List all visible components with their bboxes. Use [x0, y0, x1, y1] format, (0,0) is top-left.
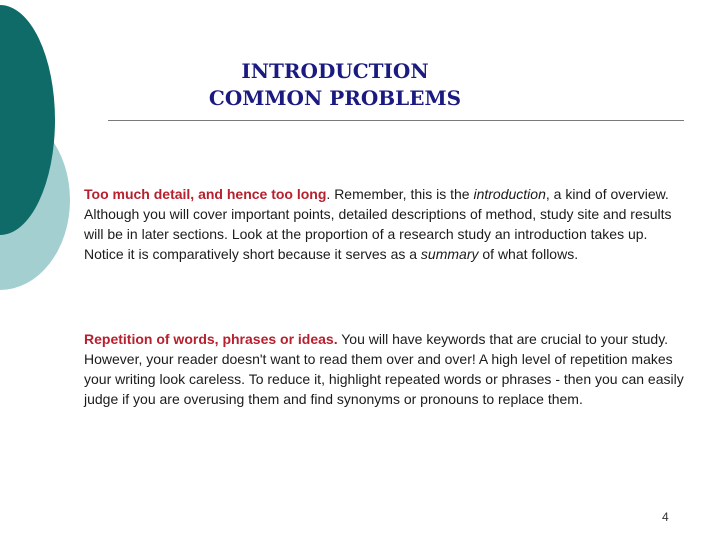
- paragraph-1-text-b: , a kind of overview. Although you will cover important points, detailed descriptions of method, study site and results will be in later sections. Look at the proportion of a research study an introduction takes up. Notice it is comparatively short because it serves as a: [84, 186, 672, 262]
- paragraph-1-lead: Too much detail, and hence too long: [84, 186, 327, 202]
- paragraph-1-text-c: of what follows.: [478, 246, 579, 262]
- slide-title: [150, 58, 520, 112]
- paragraph-2-lead: Repetition of words, phrases or ideas.: [84, 331, 338, 347]
- paragraph-1-emphasis-introduction: introduction: [473, 186, 546, 202]
- title-line-2: COMMON PROBLEMS: [208, 86, 462, 110]
- paragraph-2-text: You will have keywords that are crucial to your study. However, your reader doesn't want to read them over and over! A high level of repetition makes your writing look careless. To reduce it, highlight repeated words or phrases - then you can easily judge if you are overusing them and find synonyms or pronouns to replace them.: [84, 331, 684, 407]
- title-divider: [108, 120, 684, 121]
- title-line-1: INTRODUCTION: [241, 59, 429, 83]
- paragraph-too-much-detail: [84, 184, 688, 264]
- paragraph-repetition: [84, 329, 688, 409]
- paragraph-1-text-a: . Remember, this is the: [326, 186, 474, 202]
- paragraph-1-emphasis-summary: summary: [420, 246, 479, 262]
- page-number: 4: [662, 510, 669, 524]
